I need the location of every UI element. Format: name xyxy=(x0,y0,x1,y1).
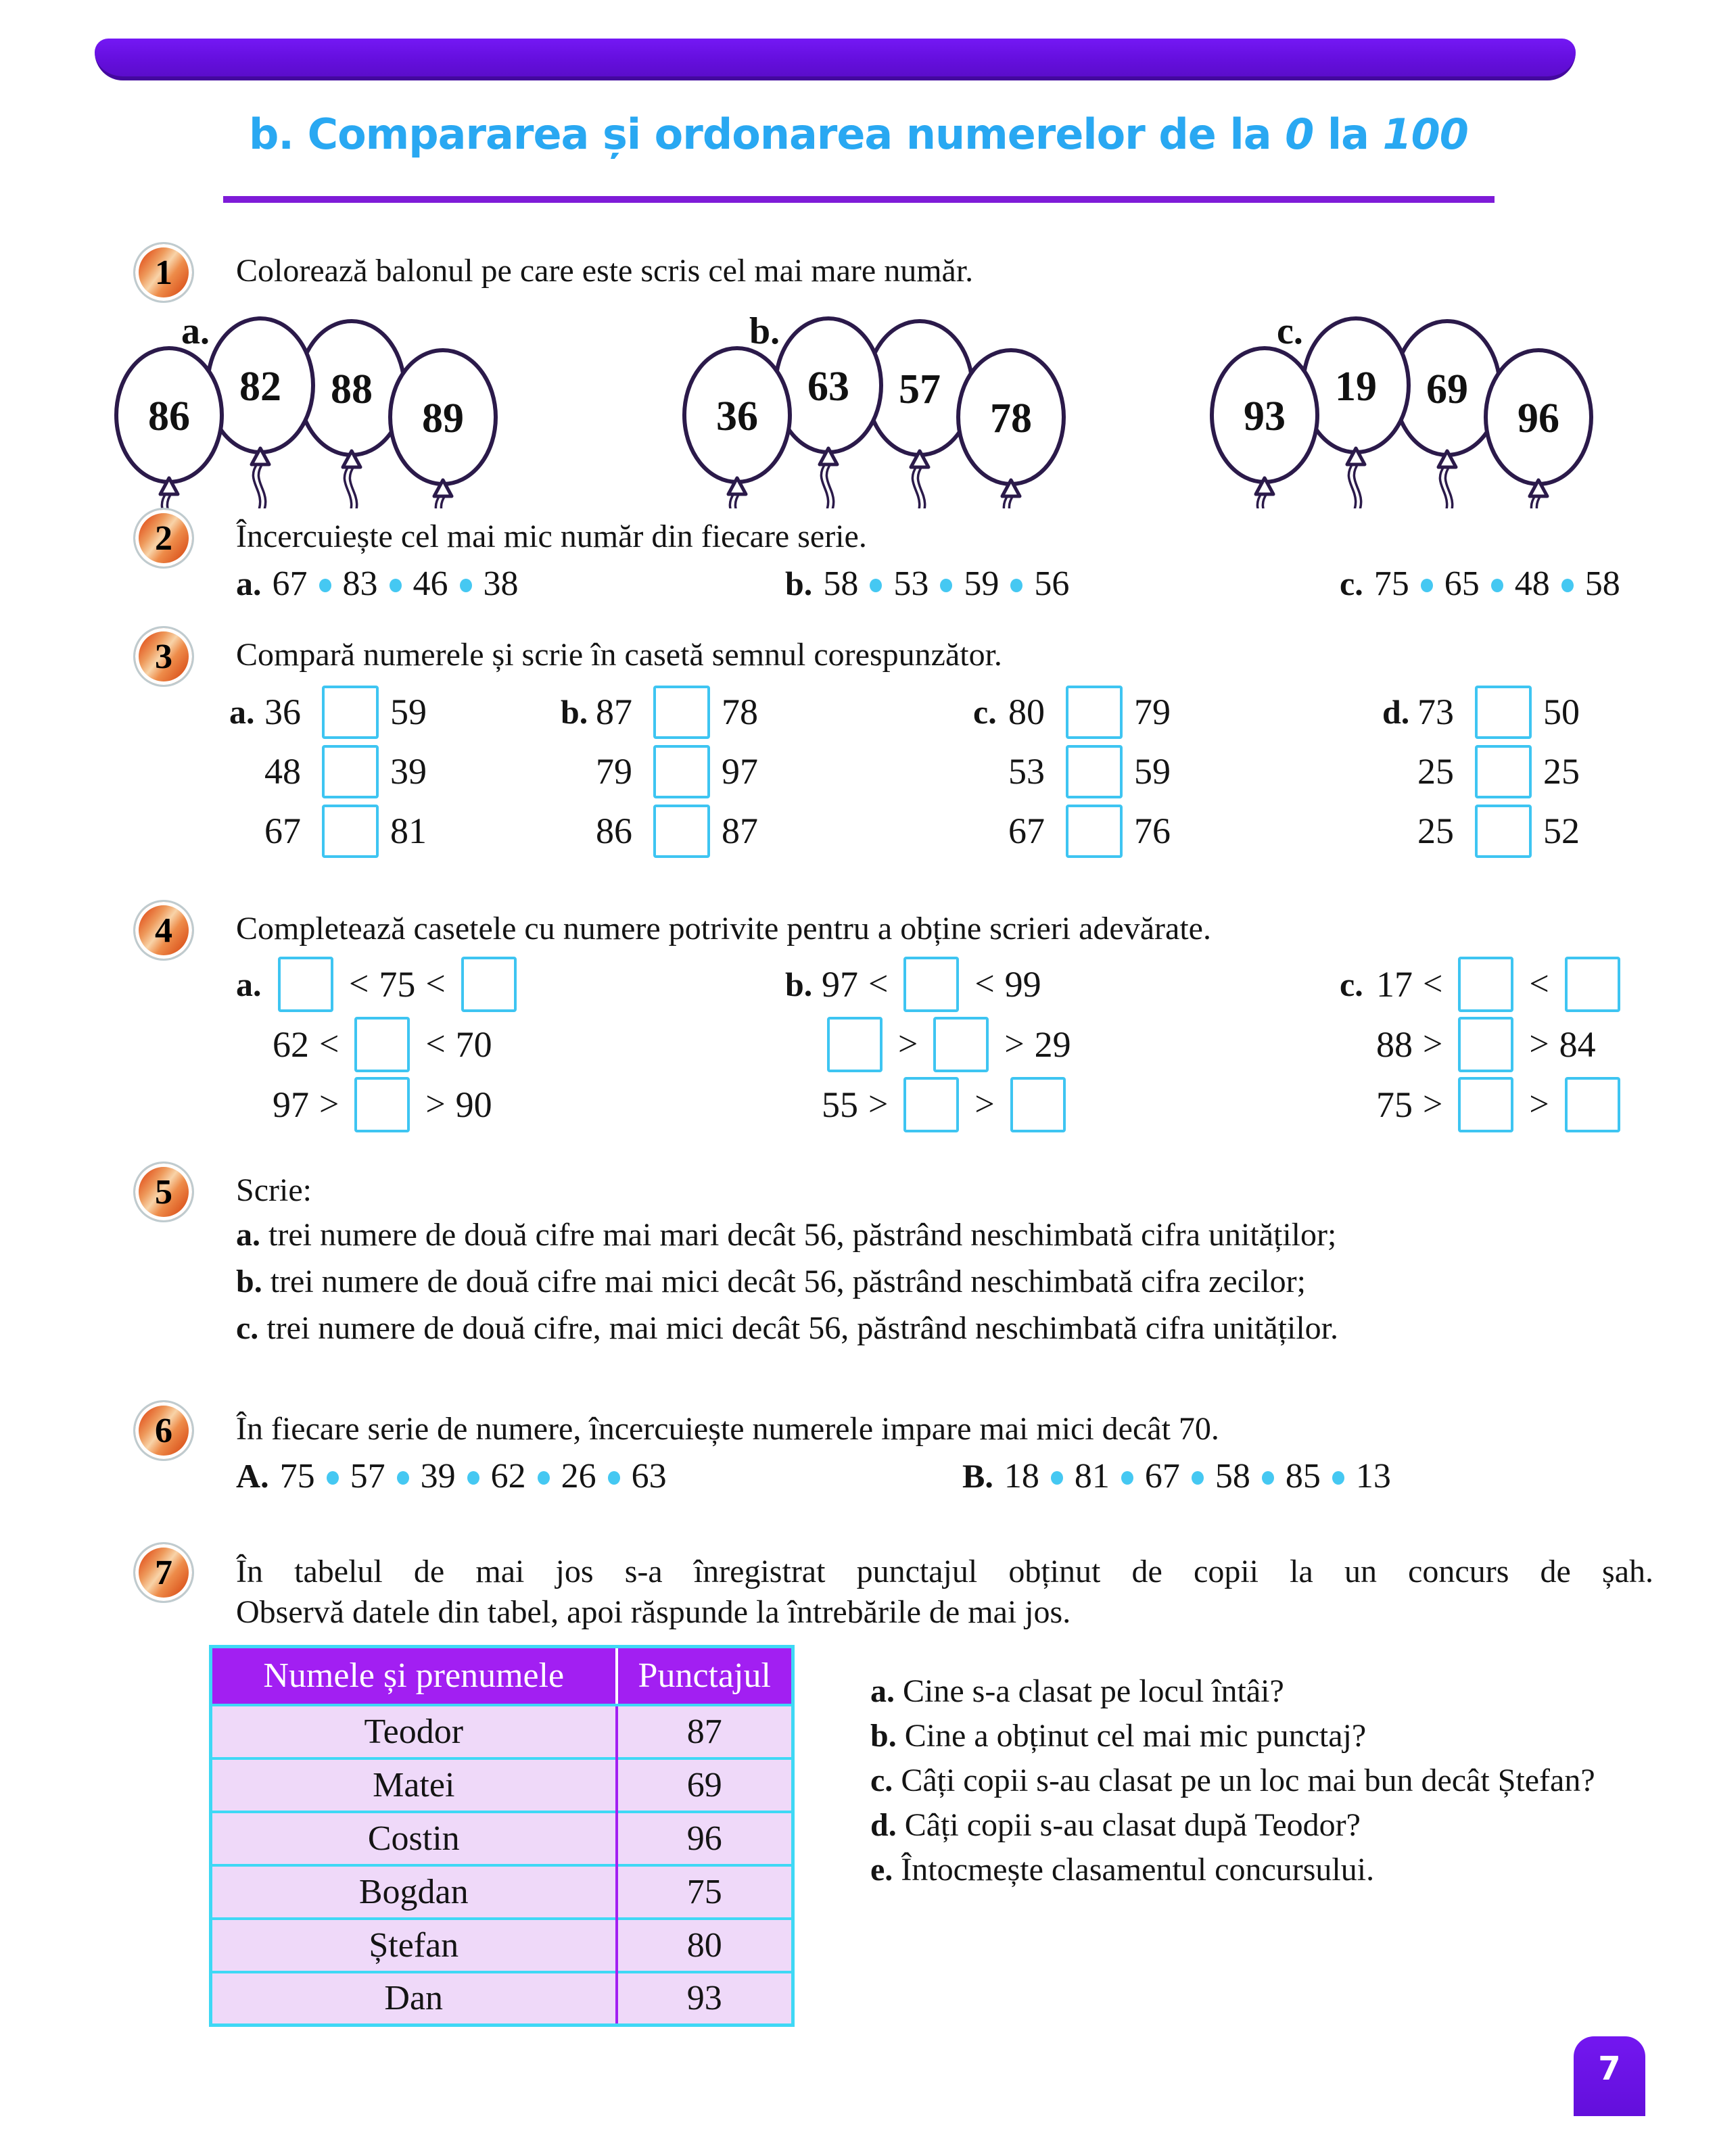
compare-left-number: 87 xyxy=(596,692,632,732)
number-series xyxy=(236,1454,962,1498)
question-text: Câți copii s-au clasat după Teodor? xyxy=(904,1807,1361,1843)
balloon-number: 19 xyxy=(1335,364,1377,410)
answer-box[interactable] xyxy=(1565,957,1620,1012)
column-label: d. xyxy=(1382,693,1410,731)
answer-box[interactable] xyxy=(653,805,710,858)
complete-row xyxy=(822,1014,1340,1074)
column-header-score: Punctajul xyxy=(617,1647,793,1705)
series-label: b. xyxy=(785,565,813,602)
compare-left-number: 86 xyxy=(596,811,632,851)
column-label: a. xyxy=(229,693,255,731)
compare-left-number: 48 xyxy=(264,751,301,792)
balloon-number: 86 xyxy=(148,393,190,439)
compare-column xyxy=(1382,682,1653,861)
score-cell: 87 xyxy=(617,1705,793,1758)
table-row xyxy=(211,1865,793,1919)
given-number: 55 xyxy=(822,1084,858,1125)
answer-box[interactable] xyxy=(1475,745,1532,798)
compare-right-number: 59 xyxy=(1134,751,1171,792)
exercise-5-badge: 5 xyxy=(133,1161,194,1222)
score-cell: 93 xyxy=(617,1972,793,2026)
exercise-4 xyxy=(133,909,1689,1134)
player-name-cell: Costin xyxy=(211,1812,617,1865)
balloon[interactable] xyxy=(958,350,1064,508)
balloon[interactable] xyxy=(390,350,496,508)
list-item xyxy=(236,1214,1653,1257)
number-series xyxy=(962,1454,1653,1498)
compare-row xyxy=(973,801,1382,861)
exercise-2-title: Încercuiește cel mai mic număr din fiecare serie. xyxy=(236,519,867,554)
series-label: a. xyxy=(236,565,262,602)
comparison-sign: > xyxy=(898,1025,918,1063)
compare-row xyxy=(973,682,1382,742)
table-row xyxy=(211,1972,793,2026)
list-item xyxy=(236,1260,1653,1303)
answer-box[interactable] xyxy=(1458,1017,1513,1072)
answer-box[interactable] xyxy=(461,957,517,1012)
item-text: trei numere de două cifre mai mici decât 56, păstrând neschimbată cifra zecilor; xyxy=(270,1264,1306,1299)
question-label: d. xyxy=(870,1807,897,1843)
series-number[interactable]: 75 xyxy=(279,1456,315,1495)
score-cell: 69 xyxy=(617,1758,793,1812)
item-text: trei numere de două cifre, mai mici decât 56, păstrând neschimbată cifra unităților. xyxy=(266,1310,1339,1346)
exercise-4-title: Completează casetele cu numere potrivite pentru a obține scrieri adevărate. xyxy=(236,911,1211,947)
answer-box[interactable] xyxy=(1066,745,1123,798)
series-number[interactable]: 53 xyxy=(893,564,929,603)
table-header-row xyxy=(211,1647,793,1705)
separator-dot xyxy=(467,1471,479,1485)
separator-dot xyxy=(1421,579,1433,592)
answer-box[interactable] xyxy=(827,1017,883,1072)
answer-box[interactable] xyxy=(903,957,959,1012)
separator-dot xyxy=(460,579,472,592)
title-text-mid: la xyxy=(1313,110,1383,159)
series-number[interactable]: 26 xyxy=(561,1456,596,1495)
table-row xyxy=(211,1812,793,1865)
balloon-group-label: b. xyxy=(749,310,780,352)
balloon-number: 93 xyxy=(1244,393,1286,439)
question-label: b. xyxy=(870,1718,897,1754)
exercise-4-badge: 4 xyxy=(133,900,194,961)
given-number: 70 xyxy=(455,1024,492,1065)
compare-row xyxy=(1382,682,1653,742)
title-number-start: 0 xyxy=(1285,110,1314,159)
answer-box[interactable] xyxy=(1475,686,1532,739)
balloon-groups xyxy=(101,306,1603,508)
column-label: c. xyxy=(1340,965,1363,1003)
question-label: e. xyxy=(870,1852,893,1888)
exercise-2-badge: 2 xyxy=(133,508,194,569)
exercise-2-series-row xyxy=(236,562,1653,605)
player-name-cell: Matei xyxy=(211,1758,617,1812)
separator-dot xyxy=(1051,1471,1063,1485)
compare-right-number: 87 xyxy=(722,811,758,851)
balloon-group-label: c. xyxy=(1277,310,1303,352)
comparison-sign: < xyxy=(319,1025,339,1063)
series-number[interactable]: 38 xyxy=(483,564,519,603)
complete-row xyxy=(273,1074,785,1134)
series-number[interactable]: 56 xyxy=(1034,564,1070,603)
page-number: 7 xyxy=(1598,2050,1621,2088)
comparison-sign: < xyxy=(1423,965,1443,1003)
answer-box[interactable] xyxy=(278,957,333,1012)
balloon-group-b xyxy=(669,306,1075,508)
series-number[interactable]: 57 xyxy=(350,1456,385,1495)
compare-right-number: 76 xyxy=(1134,811,1171,851)
comparison-sign: < xyxy=(425,1025,446,1063)
series-number[interactable]: 18 xyxy=(1004,1456,1039,1495)
separator-dot xyxy=(870,579,882,592)
compare-row xyxy=(973,742,1382,801)
question-text: Cine a obținut cel mai mic punctaj? xyxy=(904,1718,1367,1754)
comparison-sign: > xyxy=(319,1085,339,1124)
given-number: 97 xyxy=(273,1084,309,1125)
balloon-group-label: a. xyxy=(181,310,210,352)
separator-dot xyxy=(940,579,952,592)
series-number[interactable]: 58 xyxy=(1584,564,1620,603)
series-number[interactable]: 67 xyxy=(1144,1456,1180,1495)
compare-left-number: 53 xyxy=(1008,751,1045,792)
comparison-sign: > xyxy=(425,1085,446,1124)
complete-row xyxy=(1376,1074,1653,1134)
comparison-sign: > xyxy=(1529,1085,1549,1124)
compare-right-number: 59 xyxy=(390,692,427,732)
column-header-name: Numele și prenumele xyxy=(211,1647,617,1705)
comparison-sign: > xyxy=(1423,1085,1443,1124)
column-label: b. xyxy=(561,693,588,731)
exercise-5-title: Scrie: xyxy=(236,1172,312,1208)
player-name-cell: Teodor xyxy=(211,1705,617,1758)
balloon-number: 82 xyxy=(239,364,281,410)
comparison-sign: > xyxy=(974,1085,995,1124)
question-item xyxy=(870,1669,1653,1714)
table-body xyxy=(211,1705,793,2026)
item-label: a. xyxy=(236,1217,260,1253)
complete-row xyxy=(236,954,785,1014)
comparison-sign: > xyxy=(1529,1025,1549,1063)
balloon-number: 96 xyxy=(1518,396,1559,441)
compare-left-number: 67 xyxy=(264,811,301,851)
compare-left-number: 36 xyxy=(264,692,301,732)
answer-box[interactable] xyxy=(653,686,710,739)
exercise-1 xyxy=(133,251,1689,303)
number-series xyxy=(236,562,785,605)
given-number: 97 xyxy=(822,963,858,1005)
exercise-6-badge: 6 xyxy=(133,1400,194,1461)
item-label: c. xyxy=(236,1310,259,1346)
comparison-sign: < xyxy=(974,965,995,1003)
given-number: 99 xyxy=(1004,963,1041,1005)
separator-dot xyxy=(1262,1471,1274,1485)
compare-right-number: 39 xyxy=(390,751,427,792)
compare-right-number: 81 xyxy=(390,811,427,851)
answer-box[interactable] xyxy=(653,745,710,798)
given-number: 88 xyxy=(1376,1024,1413,1065)
answer-box[interactable] xyxy=(1475,805,1532,858)
complete-row xyxy=(1340,954,1653,1014)
given-number: 84 xyxy=(1559,1024,1596,1065)
separator-dot xyxy=(390,579,402,592)
compare-row xyxy=(561,801,973,861)
item-label: b. xyxy=(236,1264,262,1299)
compare-left-number: 25 xyxy=(1417,811,1454,851)
compare-right-number: 52 xyxy=(1543,811,1580,851)
table-row xyxy=(211,1919,793,1972)
series-number[interactable]: 65 xyxy=(1444,564,1480,603)
compare-right-number: 78 xyxy=(722,692,758,732)
column-label: b. xyxy=(785,965,813,1003)
compare-left-number: 25 xyxy=(1417,751,1454,792)
compare-row xyxy=(561,742,973,801)
header-bar xyxy=(95,39,1576,80)
separator-dot xyxy=(397,1471,409,1485)
series-number[interactable]: 62 xyxy=(490,1456,526,1495)
balloon-number: 36 xyxy=(716,393,758,439)
balloon[interactable] xyxy=(116,348,222,508)
balloon-number: 78 xyxy=(990,396,1032,441)
series-number[interactable]: 58 xyxy=(1215,1456,1250,1495)
series-number[interactable]: 48 xyxy=(1514,564,1550,603)
balloon[interactable] xyxy=(1486,350,1591,508)
compare-left-number: 79 xyxy=(596,751,632,792)
answer-box[interactable] xyxy=(903,1077,959,1132)
compare-row xyxy=(229,682,561,742)
question-text: Întocmește clasamentul concursului. xyxy=(901,1852,1375,1888)
score-table xyxy=(209,1645,795,2027)
given-number: 62 xyxy=(273,1024,309,1065)
separator-dot xyxy=(1491,579,1503,592)
score-cell: 80 xyxy=(617,1919,793,1972)
compare-column xyxy=(973,682,1382,861)
series-label: A. xyxy=(236,1457,269,1495)
comparison-sign: > xyxy=(868,1085,889,1124)
series-number[interactable]: 81 xyxy=(1074,1456,1110,1495)
answer-box[interactable] xyxy=(1458,957,1513,1012)
compare-left-number: 80 xyxy=(1008,692,1045,732)
separator-dot xyxy=(1121,1471,1133,1485)
question-item xyxy=(870,1714,1653,1758)
separator-dot xyxy=(538,1471,550,1485)
balloon-number: 88 xyxy=(331,366,373,412)
compare-right-number: 79 xyxy=(1134,692,1171,732)
score-cell: 75 xyxy=(617,1865,793,1919)
balloon-number: 69 xyxy=(1426,366,1468,412)
compare-row xyxy=(561,682,973,742)
series-number[interactable]: 13 xyxy=(1355,1456,1391,1495)
table-row xyxy=(211,1705,793,1758)
separator-dot xyxy=(1010,579,1022,592)
separator-dot xyxy=(327,1471,339,1485)
question-item xyxy=(870,1758,1653,1803)
title-text: b. Compararea și ordonarea numerelor de la xyxy=(249,110,1286,159)
answer-box[interactable] xyxy=(1458,1077,1513,1132)
answer-box[interactable] xyxy=(1565,1077,1620,1132)
balloon[interactable] xyxy=(1212,348,1317,508)
separator-dot xyxy=(1332,1471,1344,1485)
series-number[interactable]: 59 xyxy=(964,564,999,603)
player-name-cell: Bogdan xyxy=(211,1865,617,1919)
player-name-cell: Ștefan xyxy=(211,1919,617,1972)
complete-column xyxy=(1340,954,1653,1134)
answer-box[interactable] xyxy=(354,1017,410,1072)
answer-box[interactable] xyxy=(1066,686,1123,739)
comparison-sign: > xyxy=(1004,1025,1025,1063)
exercise-3 xyxy=(133,636,1689,861)
compare-column xyxy=(229,682,561,861)
exercise-5 xyxy=(133,1171,1689,1350)
comparison-sign: > xyxy=(1423,1025,1443,1063)
compare-column xyxy=(561,682,973,861)
table-row xyxy=(211,1758,793,1812)
exercise-1-badge: 1 xyxy=(133,242,194,303)
separator-dot xyxy=(1561,579,1574,592)
compare-row xyxy=(1382,742,1653,801)
exercise-7 xyxy=(133,1552,1689,2027)
compare-right-number: 25 xyxy=(1543,751,1580,792)
number-series xyxy=(785,562,1340,605)
series-number[interactable]: 63 xyxy=(631,1456,667,1495)
exercise-1-title: Colorează balonul pe care este scris cel mai mare număr. xyxy=(236,253,974,289)
separator-dot xyxy=(319,579,331,592)
exercise-7-intro-line2: Observă datele din tabel, apoi răspunde la întrebările de mai jos. xyxy=(236,1594,1071,1630)
question-item xyxy=(870,1803,1653,1848)
complete-column xyxy=(236,954,785,1134)
comparison-sign: < xyxy=(425,965,446,1003)
compare-row xyxy=(229,801,561,861)
series-number[interactable]: 85 xyxy=(1285,1456,1321,1495)
exercise-7-intro-line1: În tabelul de mai jos s-a înregistrat punctajul obținut de copii la un concurs de șah. xyxy=(236,1554,1653,1589)
question-label: c. xyxy=(870,1763,893,1798)
exercise-2 xyxy=(133,517,1689,605)
answer-box[interactable] xyxy=(322,686,379,739)
exercise-6 xyxy=(133,1410,1689,1498)
given-number: 90 xyxy=(455,1084,492,1125)
balloon-group-c xyxy=(1197,306,1603,508)
answer-box[interactable] xyxy=(322,805,379,858)
comparison-sign: < xyxy=(349,965,369,1003)
answer-box[interactable] xyxy=(322,745,379,798)
complete-row xyxy=(822,1074,1340,1134)
compare-grid xyxy=(229,682,1653,861)
balloon-group-a xyxy=(101,306,507,508)
question-list xyxy=(870,1669,1653,1892)
compare-right-number: 50 xyxy=(1543,692,1580,732)
given-number: 75 xyxy=(379,963,416,1005)
exercise-7-badge: 7 xyxy=(133,1542,194,1603)
series-label: c. xyxy=(1340,565,1363,602)
page-title xyxy=(0,110,1717,159)
answer-box[interactable] xyxy=(1066,805,1123,858)
series-number[interactable]: 67 xyxy=(272,564,308,603)
compare-left-number: 67 xyxy=(1008,811,1045,851)
number-series xyxy=(1340,562,1653,605)
column-label: c. xyxy=(973,693,997,731)
series-number[interactable]: 39 xyxy=(420,1456,456,1495)
question-item xyxy=(870,1848,1653,1892)
separator-dot xyxy=(1192,1471,1204,1485)
given-number: 29 xyxy=(1034,1024,1071,1065)
compare-right-number: 97 xyxy=(722,751,758,792)
question-text: Câți copii s-au clasat pe un loc mai bun decât Ștefan? xyxy=(901,1763,1595,1798)
answer-box[interactable] xyxy=(1010,1077,1066,1132)
compare-left-number: 73 xyxy=(1417,692,1454,732)
balloon[interactable] xyxy=(684,348,790,508)
title-underline xyxy=(223,196,1495,203)
title-number-end: 100 xyxy=(1382,110,1468,159)
complete-row xyxy=(273,1014,785,1074)
list-item xyxy=(236,1307,1653,1350)
answer-box[interactable] xyxy=(933,1017,989,1072)
comparison-sign: < xyxy=(868,965,889,1003)
page-number-tab xyxy=(1574,2036,1645,2116)
series-number[interactable]: 83 xyxy=(342,564,378,603)
exercise-3-badge: 3 xyxy=(133,626,194,687)
complete-row xyxy=(1376,1014,1653,1074)
answer-box[interactable] xyxy=(354,1077,410,1132)
series-number[interactable]: 58 xyxy=(823,564,859,603)
compare-row xyxy=(229,742,561,801)
exercise-3-title: Compară numerele și scrie în casetă semnul corespunzător. xyxy=(236,637,1002,673)
question-label: a. xyxy=(870,1673,895,1709)
given-number: 75 xyxy=(1376,1084,1413,1125)
comparison-sign: < xyxy=(1529,965,1549,1003)
balloon-number: 57 xyxy=(899,366,941,412)
separator-dot xyxy=(608,1471,620,1485)
series-number[interactable]: 46 xyxy=(413,564,448,603)
complete-row xyxy=(785,954,1340,1014)
question-text: Cine s-a clasat pe locul întâi? xyxy=(903,1673,1284,1709)
given-number: 17 xyxy=(1376,963,1413,1005)
score-cell: 96 xyxy=(617,1812,793,1865)
complete-column xyxy=(785,954,1340,1134)
series-label: B. xyxy=(962,1457,993,1495)
balloon-number: 89 xyxy=(422,396,464,441)
series-number[interactable]: 75 xyxy=(1373,564,1409,603)
column-label: a. xyxy=(236,965,262,1003)
balloon-number: 63 xyxy=(807,364,849,410)
compare-row xyxy=(1382,801,1653,861)
exercise-6-series-row xyxy=(236,1454,1653,1498)
item-text: trei numere de două cifre mai mari decât 56, păstrând neschimbată cifra unităților; xyxy=(268,1217,1337,1253)
exercise-6-title: În fiecare serie de numere, încercuiește numerele impare mai mici decât 70. xyxy=(236,1411,1219,1447)
complete-grid xyxy=(236,954,1653,1134)
player-name-cell: Dan xyxy=(211,1972,617,2026)
